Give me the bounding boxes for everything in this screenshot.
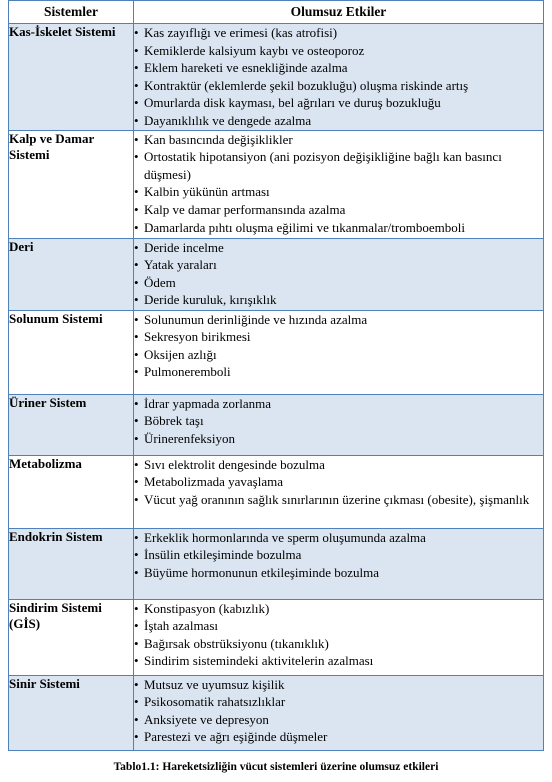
effect-item: • Eklem hareketi ve esnekliğinde azalma [134, 59, 543, 77]
table-row [9, 310, 544, 394]
system-name: Kas-İskelet Sistemi [9, 24, 134, 131]
system-name: Endokrin Sistem [9, 528, 134, 599]
effect-item: • Dayanıklılık ve dengede azalma [134, 112, 543, 130]
effect-item: • Sıvı elektrolit dengesinde bozulma [134, 456, 543, 474]
table-row [9, 394, 544, 455]
effects-list [134, 131, 543, 237]
effect-item: • Damarlarda pıhtı oluşma eğilimi ve tıkanmalar/tromboemboli [134, 219, 543, 237]
effect-item: • Konstipasyon (kabızlık) [134, 600, 543, 618]
effect-item: • İştah azalması [134, 617, 543, 635]
effects-table [8, 0, 544, 751]
table-row [9, 24, 544, 131]
effect-item: • Kemiklerde kalsiyum kaybı ve osteoporoz [134, 42, 543, 60]
effect-item: • Psikosomatik rahatsızlıklar [134, 693, 543, 711]
table-row [9, 528, 544, 599]
table-row [9, 130, 544, 238]
effect-item: • Solunumun derinliğinde ve hızında azalma [134, 311, 543, 329]
effect-item: • Mutsuz ve uyumsuz kişilik [134, 676, 543, 694]
effects-list [134, 24, 543, 130]
table-row [9, 599, 544, 675]
effect-item: • Yatak yaraları [134, 256, 543, 274]
effect-item: • Vücut yağ oranının sağlık sınırlarının üzerine çıkması (obesite), şişmanlık [134, 491, 543, 509]
effect-item: • İnsülin etkileşiminde bozulma [134, 546, 543, 564]
effect-item: • Deride kuruluk, kırışıklık [134, 291, 543, 309]
effects-list [134, 239, 543, 309]
effect-item: • Pulmoneremboli [134, 363, 543, 381]
effect-item: • Kalbin yükünün artması [134, 183, 543, 201]
effect-item: • Oksijen azlığı [134, 346, 543, 364]
table-row [9, 238, 544, 310]
table-row [9, 455, 544, 528]
system-name: Sindirim Sistemi (GİS) [9, 599, 134, 675]
effect-item: • Büyüme hormonunun etkileşiminde bozulma [134, 564, 543, 582]
system-name: Kalp ve Damar Sistemi [9, 130, 134, 238]
effects-list [134, 600, 543, 670]
effect-item: • Erkeklik hormonlarında ve sperm oluşumunda azalma [134, 529, 543, 547]
effects-list [134, 395, 543, 448]
effect-item: • Kontraktür (eklemlerde şekil bozukluğu) oluşma riskinde artış [134, 77, 543, 95]
effect-item: • Ödem [134, 274, 543, 292]
system-name: Üriner Sistem [9, 394, 134, 455]
effects-list [134, 529, 543, 582]
header-systems: Sistemler [9, 1, 134, 24]
effect-item: • Kalp ve damar performansında azalma [134, 201, 543, 219]
table-caption: Tablo1.1: Hareketsizliğin vücut sistemleri üzerine olumsuz etkileri [113, 761, 439, 773]
effect-item: • Sindirim sistemindeki aktivitelerin azalması [134, 652, 543, 670]
effects-list [134, 456, 543, 509]
effect-item: • Metabolizmada yavaşlama [134, 473, 543, 491]
table-row [9, 675, 544, 750]
effect-item: • Kan basıncında değişiklikler [134, 131, 543, 149]
effect-item: • Kas zayıflığı ve erimesi (kas atrofisi) [134, 24, 543, 42]
effect-item: • Ürinerenfeksiyon [134, 430, 543, 448]
table-header-row [9, 1, 544, 24]
effect-item: • İdrar yapmada zorlanma [134, 395, 543, 413]
effect-item: • Sekresyon birikmesi [134, 328, 543, 346]
system-name: Metabolizma [9, 455, 134, 528]
header-negative-effects: Olumsuz Etkiler [134, 1, 544, 24]
system-name: Solunum Sistemi [9, 310, 134, 394]
effect-item: • Ortostatik hipotansiyon (ani pozisyon değişikliğine bağlı kan basıncı düşmesi) [134, 148, 543, 183]
system-name: Deri [9, 238, 134, 310]
system-name: Sinir Sistemi [9, 675, 134, 750]
effect-item: • Parestezi ve ağrı eşiğinde düşmeler [134, 728, 543, 746]
effect-item: • Bağırsak obstrüksiyonu (tıkanıklık) [134, 635, 543, 653]
effect-item: • Anksiyete ve depresyon [134, 711, 543, 729]
effect-item: • Deride incelme [134, 239, 543, 257]
effect-item: • Böbrek taşı [134, 412, 543, 430]
effects-list [134, 676, 543, 746]
effects-list [134, 311, 543, 381]
effect-item: • Omurlarda disk kayması, bel ağrıları ve duruş bozukluğu [134, 94, 543, 112]
